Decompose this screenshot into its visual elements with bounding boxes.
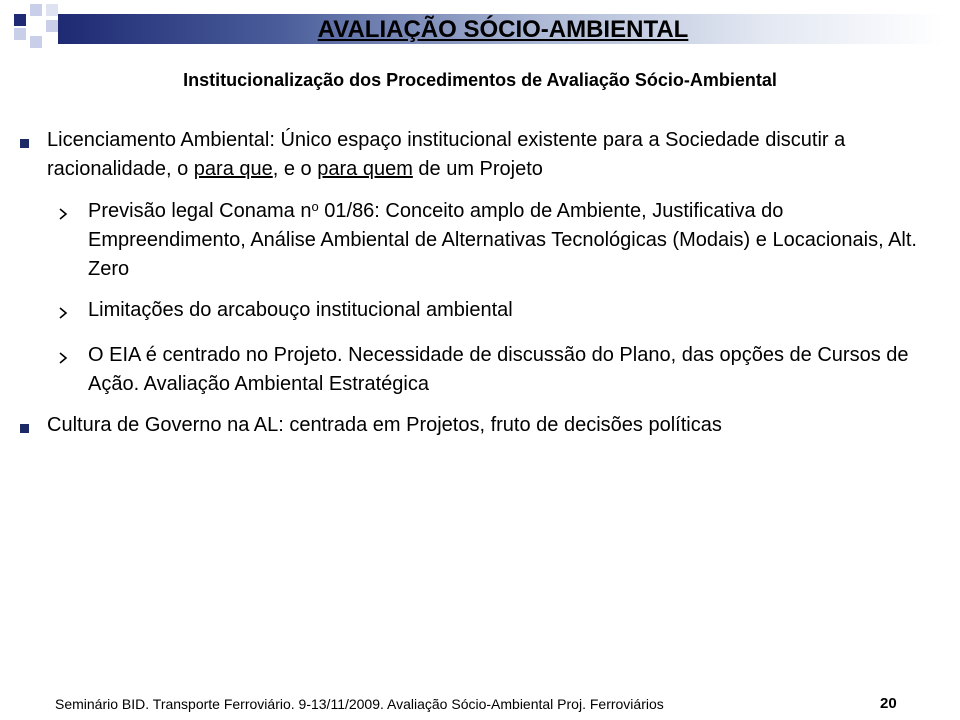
subbullet-limitacoes: Limitações do arcabouço institucional ambiental bbox=[88, 299, 513, 321]
arrow-bullet-icon bbox=[58, 352, 68, 364]
bullet-licenciamento bbox=[47, 126, 927, 184]
square-bullet-icon bbox=[20, 139, 29, 148]
subbullet-previsao-legal bbox=[88, 197, 933, 284]
bullet-licenciamento-text: Licenciamento Ambiental: Único espaço institucional existente para a Sociedade discutir a racionalidade, o bbox=[47, 129, 846, 180]
slide-subtitle: Institucionalização dos Procedimentos de Avaliação Sócio-Ambiental bbox=[183, 70, 777, 90]
page-number: 20 bbox=[880, 695, 897, 712]
arrow-bullet-icon bbox=[58, 307, 68, 319]
arrow-bullet-icon bbox=[58, 208, 68, 220]
subbullet-previsao-text-end: 01/86: Conceito amplo de Ambiente, Justificativa do Empreendimento, Análise Ambiental de Alternativas Tecnológicas (Modais) e Locacionais, Alt. Zero bbox=[88, 200, 917, 280]
square-bullet-icon bbox=[20, 424, 29, 433]
underlined-para-que: para que bbox=[193, 158, 273, 180]
footer-text: Seminário BID. Transporte Ferroviário. 9-13/11/2009. Avaliação Sócio-Ambiental Proj. Ferroviários bbox=[55, 696, 664, 712]
subbullet-previsao-text: Previsão legal Conama n bbox=[88, 200, 312, 222]
bullet-licenciamento-text-end: de um Projeto bbox=[412, 158, 543, 180]
bullet-licenciamento-text-mid: , e o bbox=[272, 158, 318, 180]
bullet-cultura-governo: Cultura de Governo na AL: centrada em Projetos, fruto de decisões políticas bbox=[47, 414, 722, 436]
slide-title: AVALIAÇÃO SÓCIO-AMBIENTAL bbox=[317, 16, 689, 43]
subbullet-eia: O EIA é centrado no Projeto. Necessidade de discussão do Plano, das opções de Cursos de Ação. Avaliação Ambiental Estratégica bbox=[88, 344, 909, 395]
underlined-para-quem: para quem bbox=[317, 158, 413, 180]
superscript-o: o bbox=[311, 199, 319, 214]
